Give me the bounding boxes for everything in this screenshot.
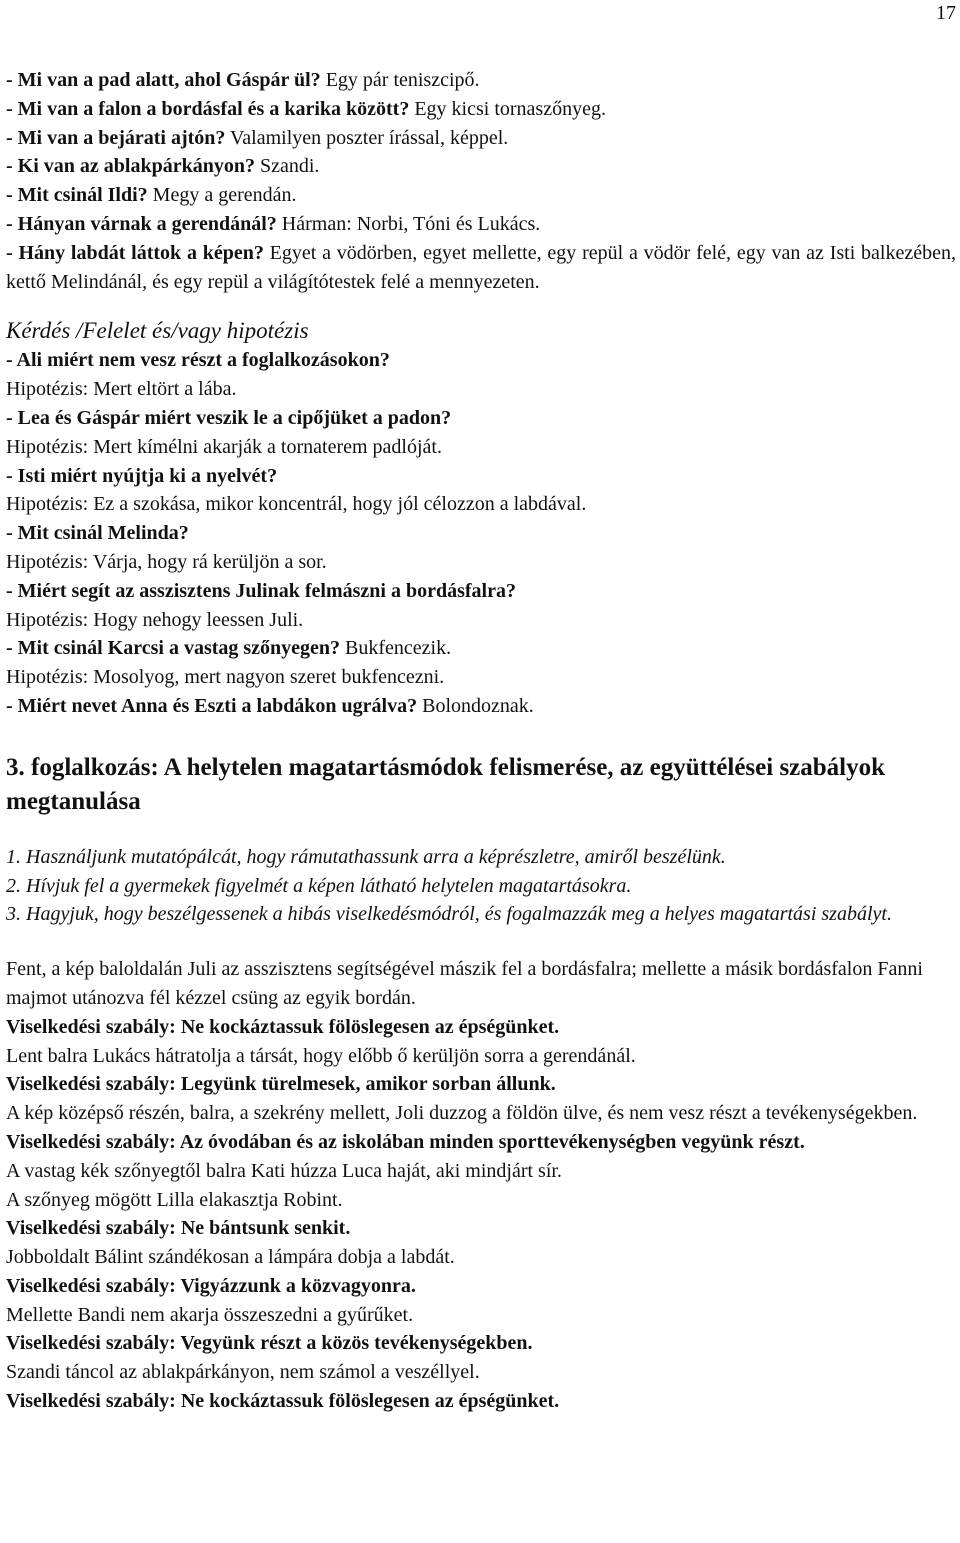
hypothesis-answer: Hipotézis: Mert kímélni akarják a tornaterem padlóját. (6, 435, 442, 458)
question: - Hányan várnak a gerendánál? (6, 212, 277, 235)
behavior-rule: Viselkedési szabály: Ne kockáztassuk fölöslegesen az épségünket. (6, 1015, 560, 1038)
observation-text: Mellette Bandi nem akarja összeszedni a gyűrűket. (6, 1303, 414, 1326)
qa-line (6, 152, 956, 181)
rules-block (6, 955, 956, 1416)
step-item: 3. Hagyjuk, hogy beszélgessenek a hibás viselkedésmódról, és fogalmazzák meg a helyes magatartási szabályt. (6, 903, 892, 926)
behavior-rule: Viselkedési szabály: Vigyázzunk a közvagyonra. (6, 1274, 416, 1297)
question: - Miért nevet Anna és Eszti a labdákon ugrálva? (6, 694, 418, 717)
qa-line (6, 692, 956, 721)
hypothesis-question: - Mit csinál Melinda? (6, 522, 189, 545)
observation-text: Fent, a kép baloldalán Juli az asszisztens segítségével mászik fel a bordásfalra; mellette a másik bordásfalon Fanni majmot utánozva fél kézzel csüng az egyik bordán. (6, 958, 923, 1009)
answer: Egy pár teniszcipő. (320, 69, 480, 91)
behavior-rule: Viselkedési szabály: Az óvodában és az iskolában minden sporttevékenységben vegyünk részt. (6, 1130, 805, 1153)
hypothesis-question: - Isti miért nyújtja ki a nyelvét? (6, 464, 278, 487)
hypothesis-answer: Hipotézis: Mert eltört a lába. (6, 378, 237, 401)
qa-line (6, 66, 956, 95)
qa-line (6, 95, 956, 124)
step-item: 2. Hívjuk fel a gyermekek figyelmét a képen látható helytelen magatartásokra. (6, 874, 632, 897)
observation-text: A vastag kék szőnyegtől balra Kati húzza Luca haját, aki mindjárt sír. (6, 1159, 562, 1182)
answer: Valamilyen poszter írással, képpel. (225, 126, 509, 149)
answer: Bolondoznak. (417, 694, 534, 717)
answer: Egyet a vödörben, egyet mellette, egy repül a vödör felé, egy van az Isti balkezében, kettő Melindánál, és egy repül a világítótestek felé a mennyezeten. (6, 241, 956, 293)
behavior-rule: Viselkedési szabály: Ne bántsunk senkit. (6, 1217, 351, 1240)
observation-text: A szőnyeg mögött Lilla elakasztja Robint. (6, 1188, 343, 1211)
behavior-rule: Viselkedési szabály: Ne kockáztassuk fölöslegesen az épségünket. (6, 1390, 560, 1413)
observation-text: Jobboldalt Bálint szándékosan a lámpára dobja a labdát. (6, 1246, 455, 1269)
answer: Szandi. (254, 155, 320, 178)
qa-line (6, 634, 956, 663)
qa-line-long (6, 239, 956, 297)
behavior-rule: Viselkedési szabály: Legyünk türelmesek, amikor sorban állunk. (6, 1073, 556, 1096)
qa-line (6, 124, 956, 153)
question: - Ki van az ablakpárkányon? (6, 155, 255, 178)
observation-text: Lent balra Lukács hátratolja a társát, hogy előbb ő kerüljön sorra a gerendánál. (6, 1044, 636, 1067)
hypothesis-answer: Hipotézis: Várja, hogy rá kerüljön a sor. (6, 550, 327, 573)
step-item: 1. Használjunk mutatópálcát, hogy rámutathassunk arra a képrészletre, amiről beszélünk. (6, 845, 726, 868)
hypothesis-heading: Kérdés /Felelet és/vagy hipotézis (6, 318, 309, 344)
section-title: 3. foglalkozás: A helytelen magatartásmódok felismerése, az együttélései szabályok megtanulása (6, 753, 886, 815)
question: - Mit csinál Karcsi a vastag szőnyegen? (6, 637, 341, 660)
hypothesis-answer: Hipotézis: Ez a szokása, mikor koncentrál, hogy jól célozzon a labdával. (6, 493, 587, 516)
question: - Mi van a pad alatt, ahol Gáspár ül? (6, 69, 321, 91)
answer: Egy kicsi tornaszőnyeg. (409, 97, 606, 120)
hypothesis-question: - Lea és Gáspár miért veszik le a cipőjüket a padon? (6, 406, 452, 429)
answer: Hárman: Norbi, Tóni és Lukács. (276, 212, 541, 235)
answer: Megy a gerendán. (147, 184, 297, 207)
qa-line (6, 210, 956, 239)
hypothesis-question: - Miért segít az asszisztens Julinak felmászni a bordásfalra? (6, 579, 516, 602)
question: - Mit csinál Ildi? (6, 184, 148, 207)
hypothesis-answer: Hipotézis: Hogy nehogy leessen Juli. (6, 608, 304, 631)
observation-text: Szandi táncol az ablakpárkányon, nem számol a veszéllyel. (6, 1361, 480, 1384)
hypothesis-question: - Ali miért nem vesz részt a foglalkozásokon? (6, 349, 390, 372)
observation-text: A kép középső részén, balra, a szekrény mellett, Joli duzzog a földön ülve, és nem vesz részt a tevékenységekben. (6, 1102, 918, 1125)
qa-line (6, 181, 956, 210)
steps-list (6, 843, 956, 929)
document-body (6, 66, 956, 1416)
page-number: 17 (936, 2, 956, 24)
hypothesis-answer: Hipotézis: Mosolyog, mert nagyon szeret bukfencezni. (6, 666, 445, 689)
behavior-rule: Viselkedési szabály: Vegyünk részt a közös tevékenységekben. (6, 1332, 533, 1355)
question: - Mi van a bejárati ajtón? (6, 126, 226, 149)
answer: Bukfencezik. (340, 637, 452, 660)
question: - Hány labdát láttok a képen? (6, 241, 264, 264)
question: - Mi van a falon a bordásfal és a karika között? (6, 97, 410, 120)
